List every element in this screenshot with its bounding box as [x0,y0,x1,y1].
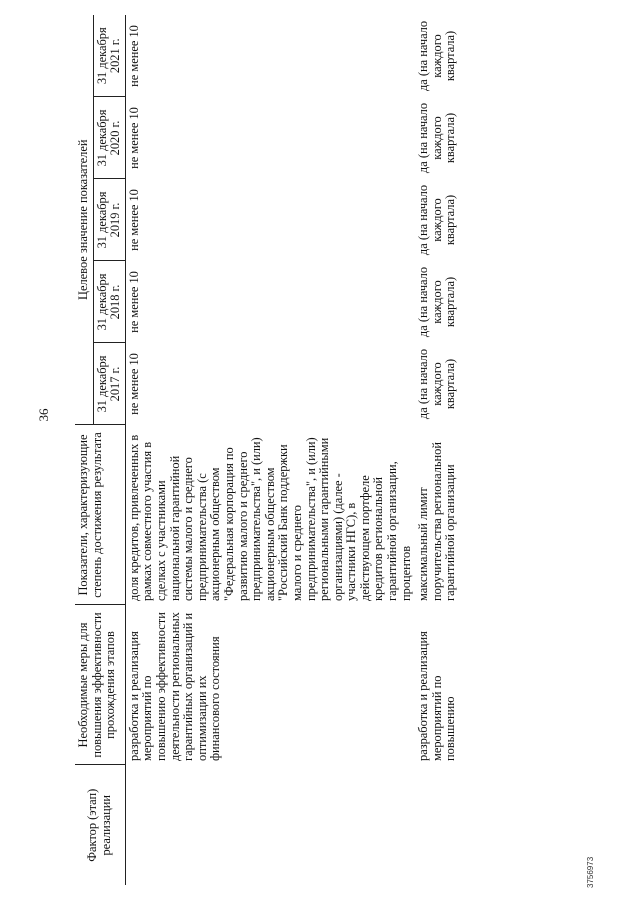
cell-value-2020: да (на начало каждого квартала) [416,102,458,174]
cell-value-2017: да (на начало каждого квартала) [416,348,458,420]
cell-value-2017: не менее 10 [126,353,141,415]
cell-indicator: максимальный лимит поручительства региональной гарантийной организации [416,442,458,601]
cell-value-2018: да (на начало каждого квартала) [416,266,458,338]
cell-value-2018: не менее 10 [126,271,141,333]
cell-value-2019: да (на начало каждого квартала) [416,184,458,256]
table-row [415,15,460,885]
cell-measure: разработка и реализация мероприятий по повышению эффективности деятельности региональных гарантийных организаций и оптимизации их финансового состояния [126,612,223,761]
page-number: 36 [36,408,51,422]
cell-value-2021: да (на начало каждого квартала) [416,20,458,92]
targets-table [75,15,460,885]
document-id: 3756973 [586,856,595,888]
header-year-2020: 31 декабря 2020 г. [93,97,125,179]
header-target-values: Целевое значение показателей [75,15,93,425]
table-row [125,15,415,885]
header-year-2017: 31 декабря 2017 г. [93,343,125,425]
header-year-2021: 31 декабря 2021 г. [93,15,125,97]
cell-value-2019: не менее 10 [126,189,141,251]
header-indicators: Показатели, характеризующие степень достижения результата [75,425,125,605]
cell-value-2021: не менее 10 [126,25,141,87]
header-year-2019: 31 декабря 2019 г. [93,179,125,261]
cell-factor [125,765,415,885]
header-measures: Необходимые меры для повышения эффективности прохождения этапов [75,605,125,765]
rotated-table-block [36,15,610,885]
cell-measure: разработка и реализация мероприятий по повышению [416,631,458,761]
cell-value-2020: не менее 10 [126,107,141,169]
cell-indicator: доля кредитов, привлеченных в рамках совместного участия в сделках с участниками национальной гарантийной системы малого и среднего предпринимательства (с акционерным обществом "Федеральная корпорация по развитию малого и среднего предпринимательства", и (или) акционерным обществом "Российский Банк поддержки малого и среднего предпринимательства", и (или) региональными гарантийными организациями) (далее - участники НГС), в действующем портфеле кредитов региональной гарантийной организации, процентов [126,434,413,601]
header-year-2018: 31 декабря 2018 г. [93,261,125,343]
cell-factor [415,765,460,885]
header-factor: Фактор (этап) реализации [75,765,125,885]
